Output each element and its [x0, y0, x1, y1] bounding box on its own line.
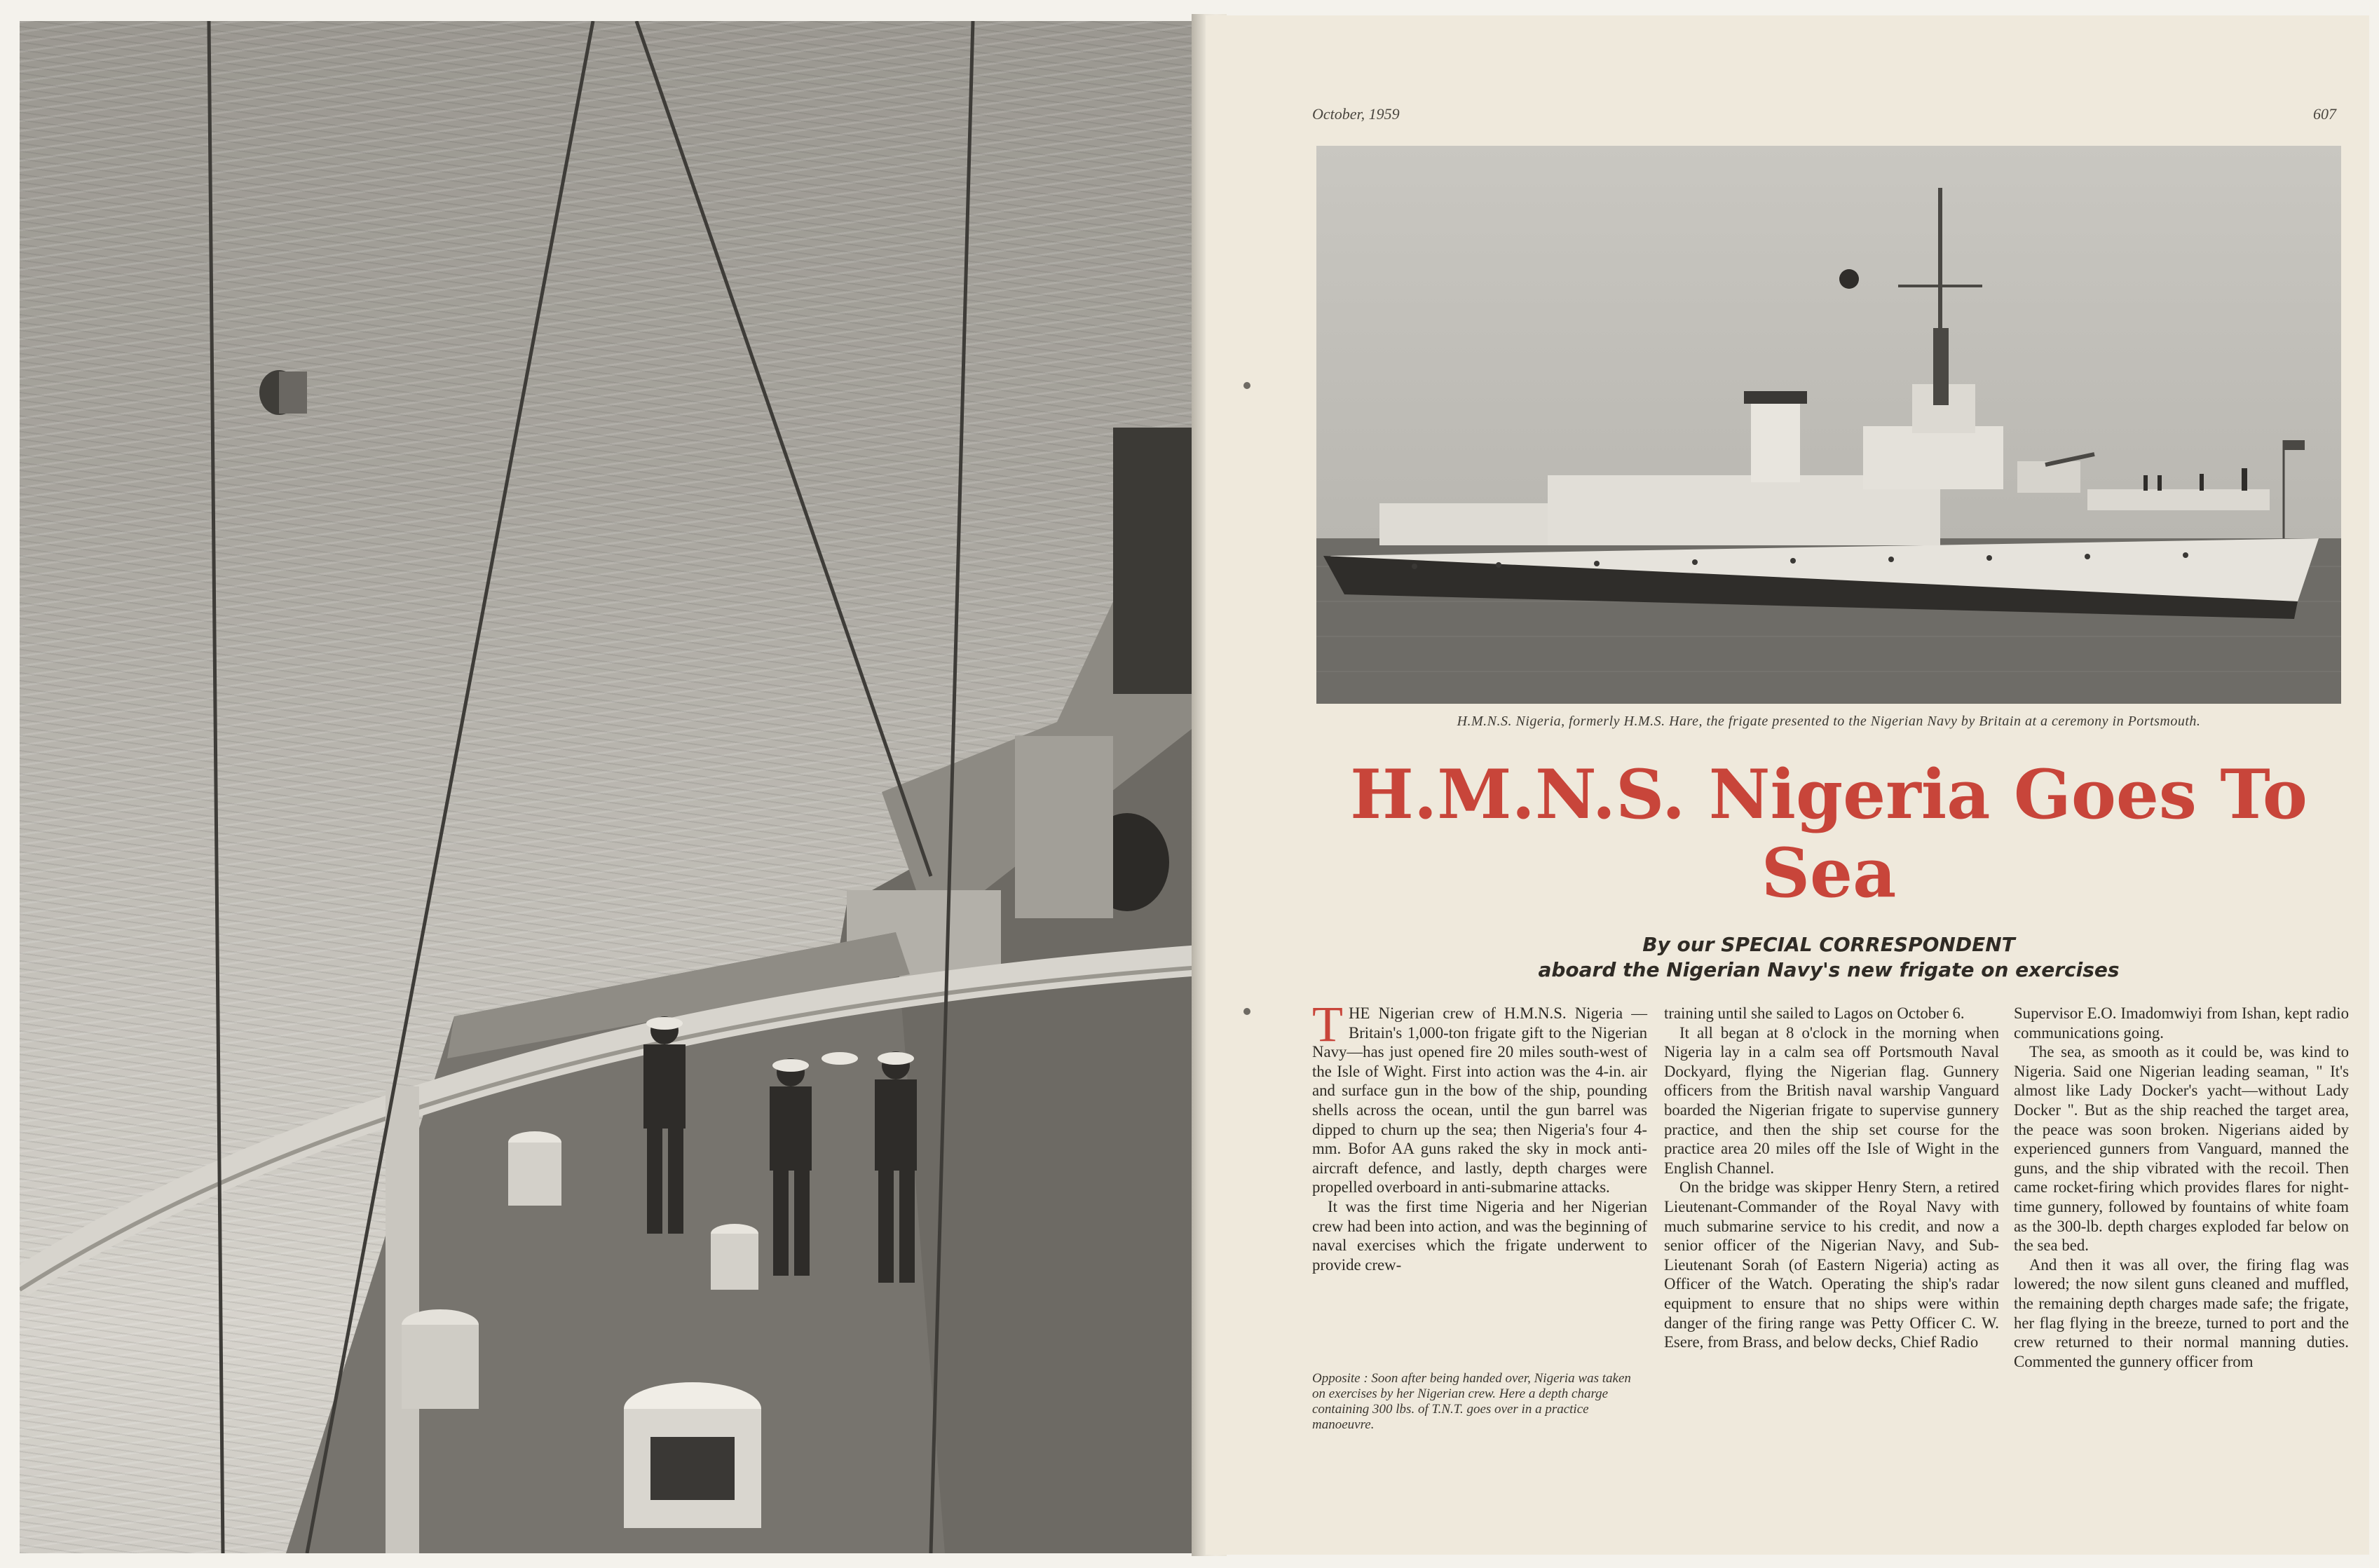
article-column-3: [2014, 1004, 2349, 1371]
article-byline: [1316, 932, 2341, 983]
article-paragraph: It was the first time Nigeria and her Nigerian crew had been into action, and was the beginning of naval exercises which the frigate underwent to provide crew-: [1312, 1197, 1647, 1274]
frigate-photo: [1316, 146, 2341, 704]
frigate-illustration: [1316, 146, 2341, 704]
article-column-2: [1664, 1004, 1999, 1352]
photo-caption: H.M.N.S. Nigeria, formerly H.M.S. Hare, the frigate presented to the Nigerian Navy by Britain at a ceremony in Portsmouth.: [1457, 714, 2201, 729]
article-paragraph: Supervisor E.O. Imadomwiyi from Ishan, kept radio communications going.: [2014, 1004, 2349, 1042]
article-paragraph: The sea, as smooth as it could be, was kind to Nigeria. Said one Nigerian leading seaman, " It's almost like Lady Docker's yacht—without Lady Docker ". But as the ship reached the target area, the peace was soon broken. Nigerians aided by experienced gunners from Vanguard, manned the guns, and the ship vibrated with the recoil. Then came rocket-firing which provides flares for night-time gunnery, followed by fountains of white foam as the 300-lb. depth charges exploded far below on the sea bed.: [2014, 1043, 2349, 1255]
headline-line-1: H.M.N.S. Nigeria Goes To: [1350, 755, 2308, 834]
article-paragraph: And then it was all over, the firing flag was lowered; the now silent guns cleaned and muffled, the remaining depth charges made safe; the frigate, her flag flying in the breeze, turned to port and the crew returned to their normal manning duties. Commented the gunnery officer from: [2014, 1255, 2349, 1370]
ship-deck-illustration: [20, 21, 1201, 1553]
article-headline: [1316, 756, 2341, 913]
page-number: 607: [2313, 105, 2336, 123]
deck-photo: [20, 21, 1201, 1553]
byline-line-1: By our SPECIAL CORRESPONDENT: [1642, 933, 2015, 956]
article-paragraph: [1312, 996, 1647, 1197]
opposite-photo-caption: Opposite : Soon after being handed over, Nigeria was taken on exercises by her Nigerian crew. Here a depth charge containing 300 lbs. of T.N.T. goes over in a practice manoeuvre.: [1312, 1371, 1631, 1432]
headline-line-2: Sea: [1761, 833, 1897, 913]
article-paragraph: On the bridge was skipper Henry Stern, a retired Lieutenant-Commander of the Royal Navy with much submarine service to his credit, and now a senior officer of the Nigerian Navy, and Sub-Lieutenant Sorah (of Eastern Nigeria) acting as Officer of the Watch. Operating the ship's radar equipment to ensure that no ships were within danger of the firing range was Petty Officer C. W. Esere, from Brass, and below decks, Chief Radio: [1664, 1178, 1999, 1351]
article-paragraph: training until she sailed to Lagos on October 6.: [1664, 1004, 1965, 1022]
byline-line-2: aboard the Nigerian Navy's new frigate on exercises: [1538, 958, 2120, 981]
article-column-1: [1312, 996, 1647, 1274]
article-paragraph: It all began at 8 o'clock in the morning when Nigeria lay in a calm sea off Portsmouth Naval Dockyard, flying the Nigerian flag. Gunnery officers from the British naval warship Vanguard boarded the Nigerian frigate to supervise gunnery practice, and then the ship set course for the practice area 20 miles off the Isle of Wight in the English Channel.: [1664, 1023, 1999, 1177]
staple-hole: [1243, 382, 1250, 389]
staple-hole: [1243, 1008, 1250, 1015]
paragraph-text: HE Nigerian crew of H.M.N.S. Nigeria —Britain's 1,000-ton frigate gift to the Nigerian Navy—has just opened fire 20 miles south-west of the Isle of Wight. First into action was the 4-in. air and surface gun in the bow of the ship, pounding shells across the ocean, until the gun barrel was dipped to churn up the sea; then Nigeria's four 4-mm. Bofor AA guns raked the sky in mock anti-aircraft defence, and lastly, depth charges were propelled overboard in anti-submarine attacks.: [1312, 1004, 1647, 1197]
drop-cap: T: [1312, 996, 1343, 1052]
issue-date: October, 1959: [1312, 105, 1400, 123]
